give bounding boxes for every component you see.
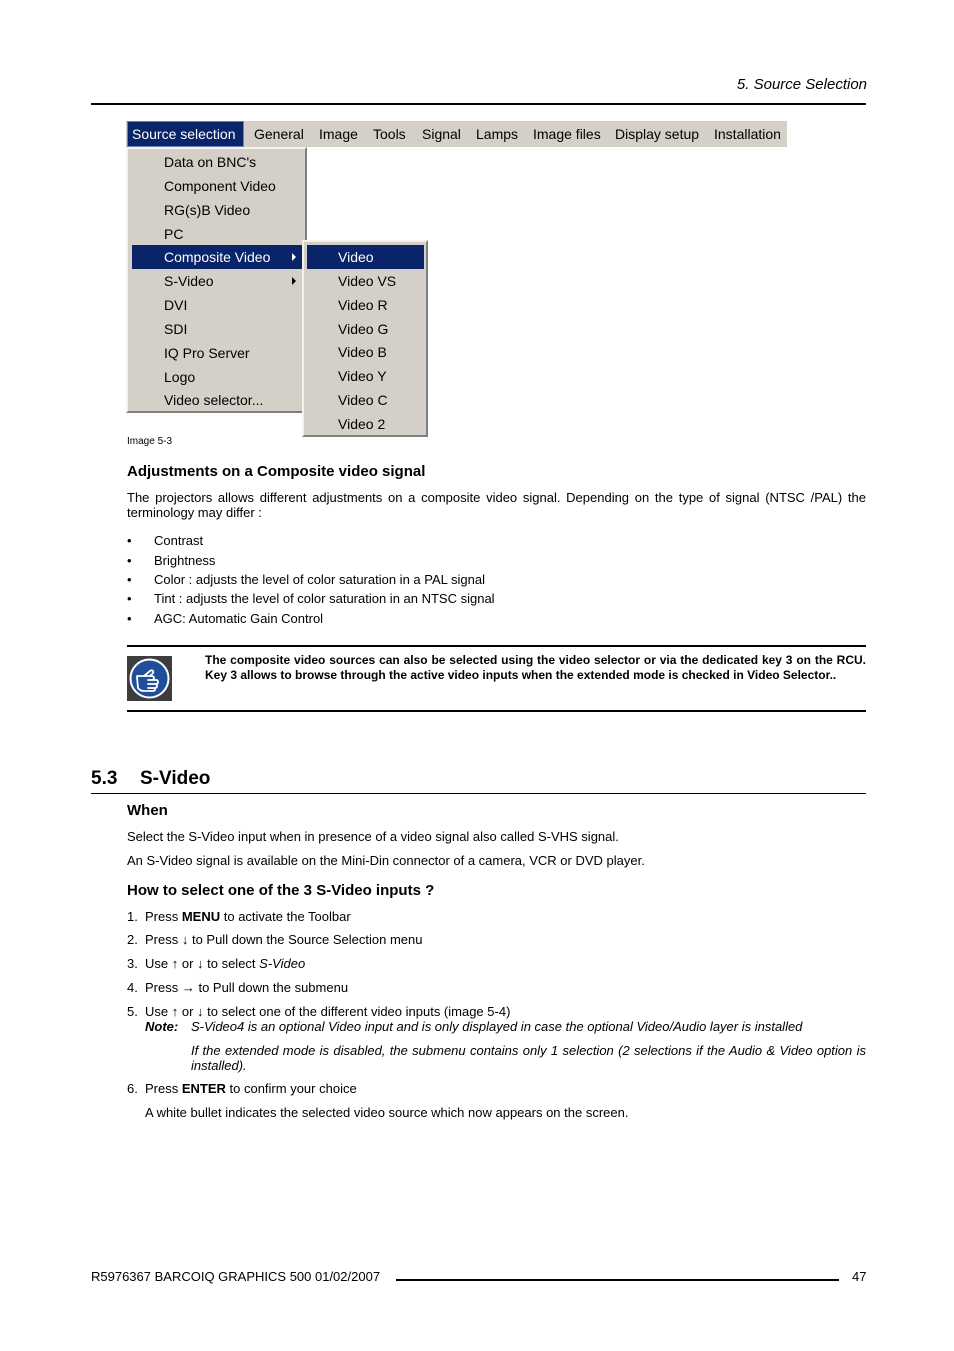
menu-item-label: Composite Video — [164, 249, 271, 265]
bullet: • — [127, 553, 132, 568]
menubar-installation: Installation — [714, 126, 781, 142]
menubar-general: General — [254, 126, 304, 142]
step-text-part: to confirm your choice — [225, 1081, 357, 1096]
menubar-display-setup: Display setup — [615, 126, 700, 142]
step-text-part: Press — [145, 909, 182, 924]
section-rule — [91, 793, 866, 794]
pointing-hand-icon — [127, 656, 172, 701]
menu-item-rgsb-video: RG(s)B Video — [164, 202, 251, 218]
paragraph: Select the S-Video input when in presence of a video signal also called S-VHS signal. — [127, 829, 619, 844]
step-number: 1. — [127, 909, 138, 924]
step-number: 5. — [127, 1004, 138, 1019]
step-number: 4. — [127, 980, 138, 995]
step-text — [145, 909, 351, 924]
bullet: • — [127, 611, 132, 626]
menu-item-dvi: DVI — [164, 297, 188, 313]
bullet: • — [127, 533, 132, 548]
submenu-arrow-icon — [292, 277, 296, 285]
menubar-tools: Tools — [373, 126, 406, 142]
bullet: • — [127, 572, 132, 587]
note-label: Note: — [145, 1019, 179, 1034]
list-item-text: Contrast — [154, 533, 204, 548]
section-number: 5.3 — [91, 768, 118, 789]
note-rule-bottom — [127, 710, 866, 712]
menu-item-pc: PC — [164, 226, 184, 242]
page-number: 47 — [852, 1269, 867, 1284]
list-item-text: AGC: Automatic Gain Control — [154, 611, 324, 626]
screenshot-source-menu — [126, 147, 307, 413]
footer-document-info: R5976367 BARCOIQ GRAPHICS 500 01/02/2007 — [91, 1269, 381, 1284]
submenu-item-video-vs: Video VS — [338, 273, 397, 289]
submenu-item-video-g: Video G — [338, 321, 389, 337]
step-text: Press → to Pull down the submenu — [145, 980, 349, 995]
paragraph: A white bullet indicates the selected video source which now appears on the screen. — [145, 1105, 629, 1120]
menubar-lamps: Lamps — [476, 126, 519, 142]
menubar-image-files: Image files — [533, 126, 601, 142]
step-number: 3. — [127, 956, 138, 971]
step-text — [145, 1081, 357, 1096]
submenu-arrow-icon — [292, 253, 296, 261]
menu-item-component-video: Component Video — [164, 178, 276, 194]
section-title: S-Video — [140, 768, 211, 789]
submenu-item-video-c: Video C — [338, 392, 388, 408]
step-text — [145, 956, 305, 971]
running-header: 5. Source Selection — [736, 76, 867, 93]
footer-rule — [396, 1279, 839, 1281]
step-text-part: Press — [145, 1081, 182, 1096]
menubar-signal: Signal — [422, 126, 461, 142]
note-line: S-Video4 is an optional Video input and is only displayed in case the optional Video/Audio layer is installed — [191, 1019, 803, 1034]
step-keyword: ENTER — [181, 1081, 226, 1096]
subheading-how-to: How to select one of the 3 S-Video inputs ? — [127, 882, 435, 899]
menu-item-s-video — [132, 269, 302, 293]
note-line: If the extended mode is disabled, the submenu contains only 1 selection (2 selections if the Audio & Video option is installed). — [191, 1043, 866, 1073]
step-text: Use ↑ or ↓ to select one of the different video inputs (image 5-4) — [145, 1004, 511, 1019]
menu-item-sdi: SDI — [164, 321, 188, 337]
step-text-part: Use ↑ or ↓ to select — [145, 956, 260, 971]
subheading-when: When — [127, 802, 168, 819]
step-text: Press ↓ to Pull down the Source Selection menu — [145, 932, 423, 947]
step-keyword: S-Video — [259, 956, 306, 971]
section-heading: Adjustments on a Composite video signal — [127, 463, 426, 480]
note-rule-top — [127, 645, 866, 647]
submenu-item-video-2: Video 2 — [338, 416, 386, 432]
step-number: 6. — [127, 1081, 138, 1096]
paragraph: The projectors allows different adjustments on a composite video signal. Depending on the type of signal (NTSC /PAL) the terminology may differ : — [127, 490, 866, 520]
paragraph: An S-Video signal is available on the Mini-Din connector of a camera, VCR or DVD player. — [127, 853, 645, 868]
menu-item-composite-video — [132, 245, 302, 269]
note-text: The composite video sources can also be selected using the video selector or via the dedicated key 3 on the RCU. Key 3 allows to browse through the active video inputs when the extended mode is checked in Video Selector.. — [205, 653, 866, 682]
submenu-item-video-b: Video B — [338, 344, 387, 360]
list-item-text: Tint : adjusts the level of color saturation in an NTSC signal — [154, 591, 495, 606]
submenu-item-video-r: Video R — [338, 297, 388, 313]
menu-item-iq-pro-server: IQ Pro Server — [164, 345, 250, 361]
submenu-item-video: Video — [307, 245, 424, 269]
screenshot-composite-submenu — [302, 240, 428, 437]
image-caption: Image 5-3 — [127, 436, 173, 447]
screenshot-menubar — [126, 121, 787, 147]
menu-item-video-selector: Video selector... — [164, 392, 264, 408]
menu-item-data-on-bncs: Data on BNC's — [164, 154, 257, 170]
menubar-image: Image — [319, 126, 358, 142]
step-text-part: to activate the Toolbar — [220, 909, 351, 924]
header-rule — [91, 103, 866, 105]
step-keyword: MENU — [181, 909, 221, 924]
list-item-text: Color : adjusts the level of color saturation in a PAL signal — [154, 572, 485, 587]
bullet: • — [127, 591, 132, 606]
submenu-item-video-y: Video Y — [338, 368, 387, 384]
menu-item-label: S-Video — [164, 273, 214, 289]
step-number: 2. — [127, 932, 138, 947]
menu-item-logo: Logo — [164, 369, 196, 385]
list-item-text: Brightness — [154, 553, 216, 568]
menubar-source-selection: Source selection — [127, 121, 244, 147]
